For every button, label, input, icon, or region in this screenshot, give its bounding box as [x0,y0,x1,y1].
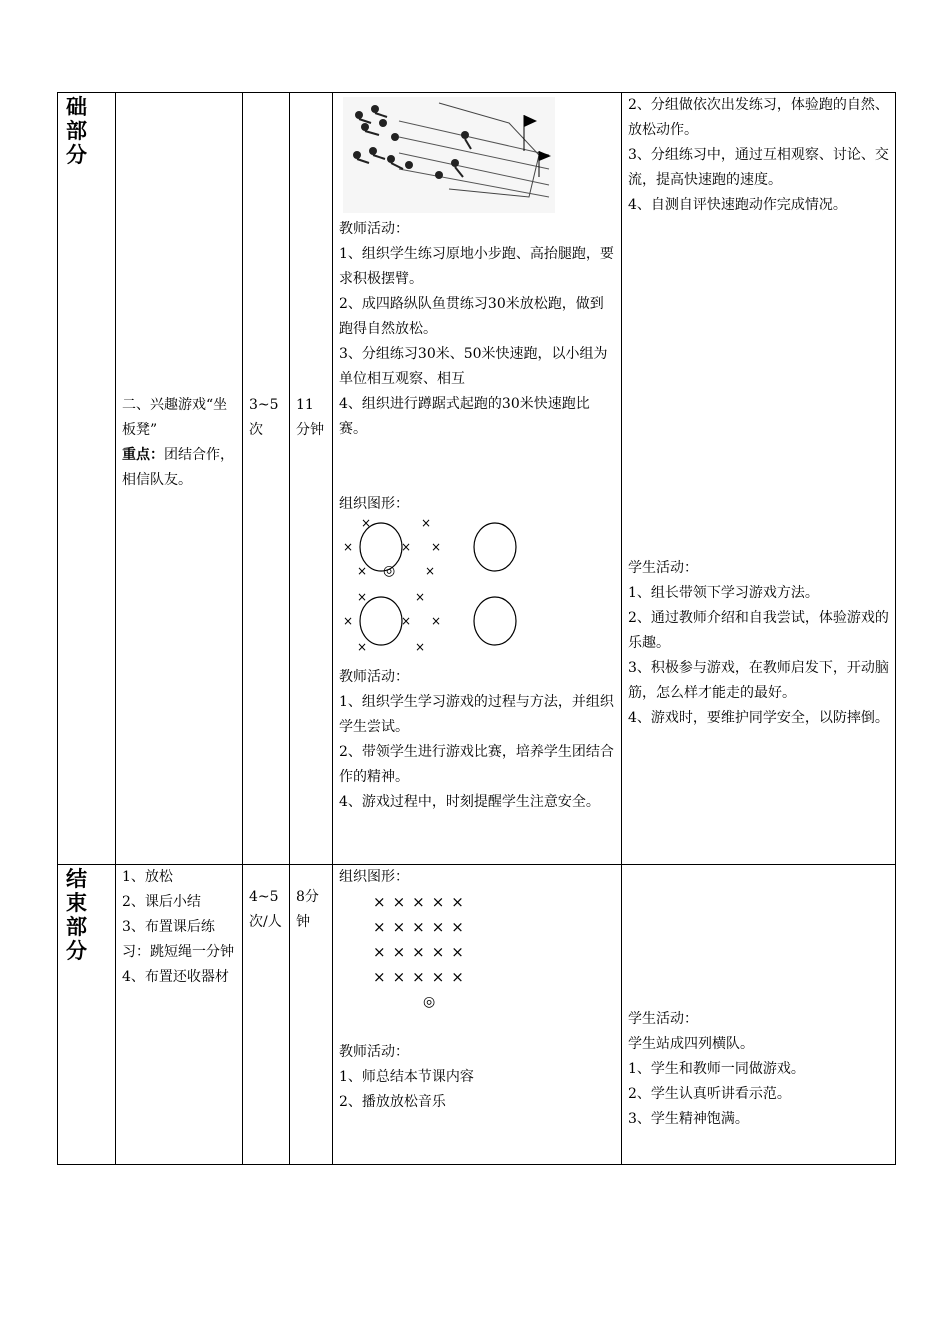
section-cell [58,93,116,865]
formation-label: 组织图形： [339,869,409,885]
formation-circles [343,517,543,665]
teacher-item: 1、组织学生学习游戏的过程与方法，并组织学生尝试。 [339,694,614,735]
content-cell [116,93,243,865]
times-value: 4~5次/人 [249,889,282,930]
teacher-item: 2、播放放松音乐 [339,1094,446,1110]
duration-value: 8分钟 [296,889,319,930]
formation-row: ××××× [373,943,471,961]
duration-cell [290,93,333,865]
formation-row: ××××× [373,968,471,986]
student-mark: × [401,614,412,628]
student-mark: × [343,540,354,554]
student-activity-label: 学生活动： [628,1011,698,1027]
student-item: 2、分组做依次出发练习，体验跑的自然、放松动作。 [628,97,889,138]
teacher-activity-label: 教师活动： [339,221,409,237]
section-title: 结 束 部 分 [66,867,87,963]
table-row-ending-part [58,865,896,1165]
content-item: 3、布置课后练习：跳短绳一分钟 [122,919,234,960]
student-item: 3、分组练习中，通过互相观察、讨论、交流，提高快速跑的速度。 [628,147,889,188]
student-item: 2、通过教师介绍和自我尝试，体验游戏的乐趣。 [628,610,889,651]
student-activity-label: 学生活动： [628,560,698,576]
focus-line: 重点：团结合作，相信队友。 [122,447,234,488]
formation-row: ××××× [373,918,471,936]
duration-value: 11分钟 [296,397,324,438]
teacher-item: 2、带领学生进行游戏比赛，培养学生团结合作的精神。 [339,744,614,785]
student-cell [622,93,896,865]
student-mark: × [361,516,372,530]
duration-cell [290,865,333,1165]
student-item: 1、组长带领下学习游戏方法。 [628,585,819,601]
student-item: 4、游戏时，要维护同学安全，以防摔倒。 [628,710,889,726]
teacher-cell [333,93,622,865]
student-item: 3、学生精神饱满。 [628,1111,749,1127]
teacher-cell [333,865,622,1165]
game-title: 二、兴趣游戏“坐板凳” [122,397,228,438]
teacher-activity-label: 教师活动： [339,669,409,685]
content-item: 1、放松 [122,869,173,885]
student-mark: × [401,540,412,554]
section-title: 础 部 分 [66,95,87,167]
teacher-mark: ◎ [383,563,396,579]
student-mark: × [425,564,436,578]
content-cell [116,865,243,1165]
student-mark: × [431,540,442,554]
student-item: 3、积极参与游戏，在教师启发下，开动脑筋，怎么样才能走的最好。 [628,660,889,701]
formation-label: 组织图形： [339,496,409,512]
student-mark: × [357,640,368,654]
teacher-activity-label: 教师活动： [339,1044,409,1060]
times-value: 3~5次 [249,397,279,438]
student-mark: × [343,614,354,628]
student-mark: × [357,590,368,604]
content-item: 4、布置还收器材 [122,969,229,985]
running-illustration [339,93,559,217]
teacher-item: 1、师总结本节课内容 [339,1069,474,1085]
student-mark: × [357,564,368,578]
times-cell [243,865,290,1165]
content-item: 2、课后小结 [122,894,201,910]
student-mark: × [431,614,442,628]
table-row-basic-part [58,93,896,865]
student-mark: × [415,590,426,604]
student-item: 2、学生认真听讲看示范。 [628,1086,791,1102]
teacher-item: 3、分组练习30米、50米快速跑，以小组为单位相互观察、相互 [339,346,608,387]
game-formation-diagram [343,517,543,665]
student-item: 4、自测自评快速跑动作完成情况。 [628,197,847,213]
section-cell [58,865,116,1165]
student-mark: × [421,516,432,530]
lesson-plan-table [57,92,896,1165]
student-item: 学生站成四列横队。 [628,1036,754,1052]
teacher-item: 2、成四路纵队鱼贯练习30米放松跑，做到跑得自然放松。 [339,296,604,337]
formation-row: ××××× [373,893,471,911]
student-mark: × [415,640,426,654]
times-cell [243,93,290,865]
teacher-mark: ◎ [423,994,436,1010]
teacher-item: 4、游戏过程中，时刻提醒学生注意安全。 [339,794,600,810]
teacher-item: 4、组织进行蹲踞式起跑的30米快速跑比赛。 [339,396,590,437]
student-cell [622,865,896,1165]
teacher-item: 1、组织学生练习原地小步跑、高抬腿跑，要求积极摆臂。 [339,246,614,287]
student-item: 1、学生和教师一同做游戏。 [628,1061,805,1077]
